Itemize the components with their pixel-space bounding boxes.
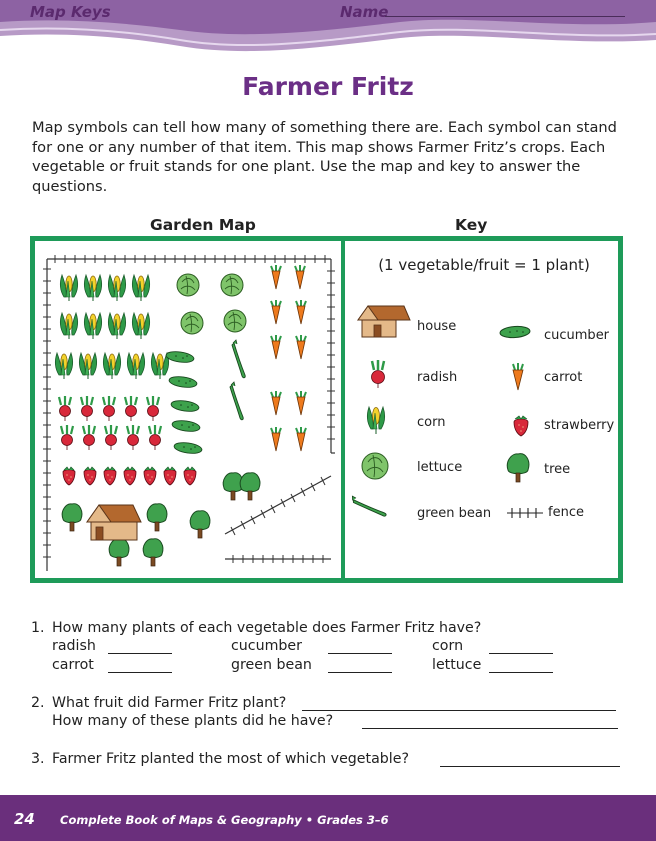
- house-icon: [358, 306, 410, 337]
- house-symbol: [87, 505, 141, 540]
- key-scale-note: (1 vegetable/fruit = 1 plant): [378, 256, 590, 274]
- key-green-bean-label: green bean: [417, 506, 492, 521]
- green-bean-plants: [230, 340, 245, 420]
- name-field[interactable]: [385, 16, 625, 17]
- radish-plants: [59, 396, 161, 450]
- q3-answer[interactable]: [440, 766, 620, 767]
- key-carrot-label: carrot: [544, 370, 583, 385]
- q1-number: 1.: [31, 620, 45, 636]
- q1-corn-label: corn: [432, 638, 464, 654]
- q1-lettuce-answer[interactable]: [489, 672, 553, 673]
- green-bean-icon: [350, 489, 387, 524]
- lettuce-icon: [362, 453, 388, 479]
- q1-green-bean-answer[interactable]: [328, 672, 392, 673]
- q3-text: Farmer Fritz planted the most of which vegetable?: [52, 751, 409, 767]
- intro-text: Map symbols can tell how many of something there are. Each symbol can stand for one or any number of that item. This map shows Farmer Fritz’s crops. Each vegetable or fruit stands for one plant. Use the map and key to answer the questions.: [32, 119, 617, 195]
- strawberry-plants: [63, 467, 196, 485]
- header-section: Map Keys: [30, 3, 111, 21]
- q1-cucumber-answer[interactable]: [328, 653, 392, 654]
- q1-carrot-label: carrot: [52, 657, 94, 673]
- carrot-icon: [513, 363, 523, 390]
- q1-green-bean-label: green bean: [231, 657, 312, 673]
- q3-number: 3.: [31, 751, 45, 767]
- garden-map-label: Garden Map: [150, 216, 256, 234]
- page-title: Farmer Fritz: [242, 72, 414, 101]
- q1-radish-label: radish: [52, 638, 96, 654]
- key-tree-label: tree: [544, 462, 571, 477]
- key-fence-label: fence: [548, 505, 584, 520]
- key-label: Key: [455, 216, 488, 234]
- garden-map: [35, 241, 341, 578]
- q2-count-answer[interactable]: [362, 728, 618, 729]
- strawberry-icon: [514, 416, 528, 436]
- key-radish-label: radish: [417, 370, 458, 385]
- q2-text: What fruit did Farmer Fritz plant?: [52, 695, 287, 711]
- key-lettuce-label: lettuce: [417, 460, 463, 475]
- q1-carrot-answer[interactable]: [108, 672, 172, 673]
- corn-plants: [55, 275, 168, 379]
- carrot-plants: [271, 265, 306, 451]
- q1-cucumber-label: cucumber: [231, 638, 302, 654]
- page-number: 24: [14, 810, 35, 828]
- q2-text2: How many of these plants did he have?: [52, 713, 334, 729]
- q1-text: How many plants of each vegetable does Farmer Fritz have?: [52, 620, 482, 636]
- q1-radish-answer[interactable]: [108, 653, 172, 654]
- corn-icon: [367, 407, 384, 434]
- tree-icon: [507, 454, 529, 482]
- key-strawberry-label: strawberry: [544, 418, 615, 433]
- name-label: Name: [340, 3, 389, 21]
- q2-number: 2.: [31, 695, 45, 711]
- fence-icon: [507, 508, 543, 518]
- q2-fruit-answer[interactable]: [302, 710, 616, 711]
- cucumber-icon: [500, 325, 531, 338]
- cucumber-plants: [165, 350, 202, 455]
- key-cucumber-label: cucumber: [544, 328, 610, 343]
- q1-lettuce-label: lettuce: [432, 657, 482, 673]
- q1-corn-answer[interactable]: [489, 653, 553, 654]
- book-title: Complete Book of Maps & Geography • Grades 3–6: [60, 813, 389, 827]
- key-corn-label: corn: [417, 415, 446, 430]
- key-house-label: house: [417, 319, 457, 334]
- radish-icon: [372, 360, 385, 388]
- lettuce-plants: [177, 274, 246, 334]
